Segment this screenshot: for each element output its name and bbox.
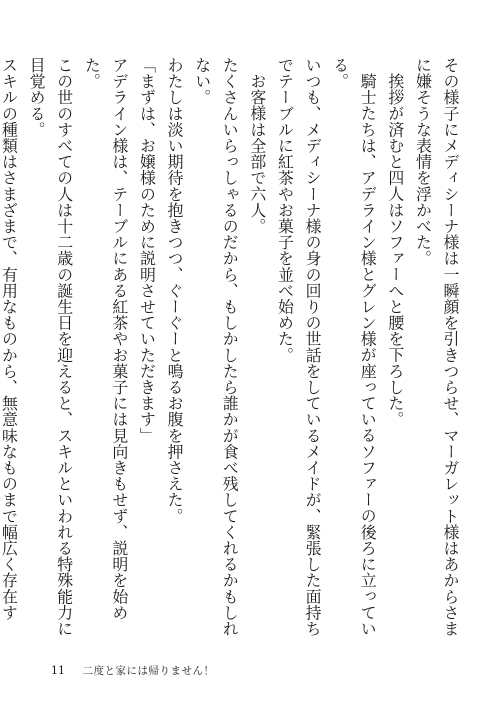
paragraph: その様子にメディシーナ様は一瞬顔を引きつらせ、マーガレット様はあからさまに嫌そうな表情を浮かべた。 xyxy=(413,57,460,637)
paragraph: たくさんいらっしゃるのだから、もしかしたら誰かが食べ残してくれるかもしれない。 xyxy=(192,57,240,637)
body-text xyxy=(0,57,464,647)
paragraph: アデライン様は、テーブルにある紅茶やお菓子には見向きもせず、説明を始めた。 xyxy=(82,57,129,621)
paragraph: 挨拶が済むと四人はソファーへと腰を下ろした。 xyxy=(385,72,405,428)
paragraph: お客様は全部で六人。 xyxy=(247,72,267,234)
running-title: 二度と家には帰りません！ xyxy=(82,665,215,677)
paragraph: いつも、メディシーナ様の身の回りの世話をしているメイドが、緊張した面持ちでテーブルに紅茶やお菓子を並べ始めた。 xyxy=(275,57,323,637)
paragraph: この世のすべての人は十二歳の誕生日を迎えると、スキルといわれる特殊能力に目覚める。 xyxy=(27,57,74,637)
paragraph: スキルの種類はさまざまで、有用なものから、無意味なものまで幅広く存在す xyxy=(0,57,19,621)
paragraph: 騎士たちは、アデライン様とグレン様が座っているソファーの後ろに立っている。 xyxy=(330,57,378,637)
dialogue-line: 「まずは、お嬢様のために説明させていただきます」 xyxy=(137,57,157,444)
paragraph: わたしは淡い期待を抱きつつ、ぐーぐーと鳴るお腹を押さえた。 xyxy=(165,57,185,524)
page-footer xyxy=(51,664,215,678)
page-number: 11 xyxy=(51,664,65,677)
